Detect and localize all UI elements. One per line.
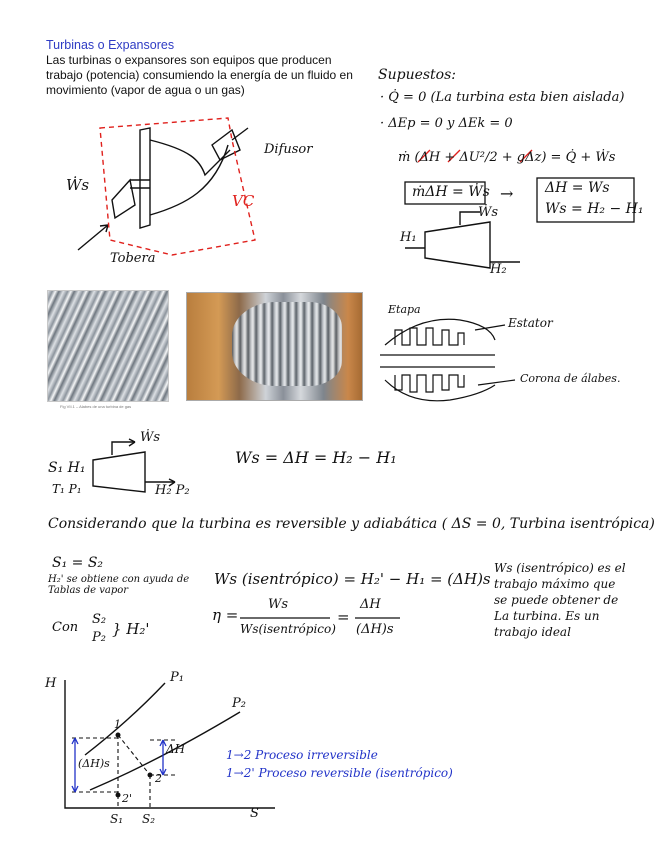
page-title: Turbinas o Expansores bbox=[46, 38, 175, 52]
corona-label: Corona de álabes. bbox=[520, 372, 621, 385]
rotor-image bbox=[232, 302, 342, 386]
process-irreversible: 1→2 Proceso irreversible bbox=[226, 748, 378, 762]
isobar-p1 bbox=[85, 683, 165, 755]
small-ws-label: Ẇs bbox=[478, 205, 499, 220]
ideal-work-note bbox=[494, 560, 644, 640]
eq-inlet2: T₁ P₁ bbox=[52, 482, 82, 496]
supuestos-heading: Supuestos: bbox=[378, 67, 457, 83]
boxed-equation-1: ṁΔH = Ẇs bbox=[412, 184, 490, 200]
eta-equals: = bbox=[337, 608, 350, 626]
boxed-equation-2b: Ws = H₂ − H₁ bbox=[545, 201, 644, 217]
s-equal: S₁ = S₂ bbox=[52, 555, 104, 571]
small-h1-label: H₁ bbox=[400, 230, 417, 245]
etapa-label: Etapa bbox=[388, 303, 421, 316]
note-line: trabajo ideal bbox=[494, 625, 571, 639]
note-line: Ws (isentrópico) es el bbox=[494, 561, 626, 575]
s2-axis-label: S₂ bbox=[142, 812, 156, 826]
eta-symbol: η = bbox=[212, 606, 239, 624]
eq-ws-top: Ẇs bbox=[140, 430, 161, 445]
point-2 bbox=[148, 773, 153, 778]
difusor-label: Difusor bbox=[264, 142, 313, 157]
ws-equation: Ws = ΔH = H₂ − H₁ bbox=[235, 448, 397, 467]
tobera-label: Tobera bbox=[110, 251, 156, 266]
boxed-equation-2a: ΔH = Ws bbox=[545, 180, 610, 196]
supuesto-ek: · ΔEp = 0 y ΔEk = 0 bbox=[380, 116, 513, 131]
eq-inlet: S₁ H₁ bbox=[48, 460, 86, 476]
eta-denominator: Ws(isentrópico) bbox=[240, 622, 336, 636]
point-2-label: 2 bbox=[155, 772, 162, 785]
delta-h-label: ΔH bbox=[166, 742, 186, 756]
energy-balance: ṁ (ΔH + ΔU²/2 + gΔz) = Q̇ + Ẇs bbox=[398, 150, 616, 165]
point-2prime-label: 2' bbox=[122, 792, 133, 805]
intro-paragraph: Las turbinas o expansores son equipos que producen trabajo (potencia) consumiendo la energía de un fluido en movimiento (vapor de agua o un gas) bbox=[46, 53, 353, 97]
axis-s-label: S bbox=[250, 806, 259, 821]
considering-line: Considerando que la turbina es reversible y adiabática ( ΔS = 0, Turbina isentrópica) bbox=[48, 516, 655, 532]
supuesto-q: · Q̇ = 0 (La turbina esta bien aislada) bbox=[380, 90, 625, 105]
s1-axis-label: S₁ bbox=[110, 812, 124, 826]
eq-outlet: H₂ P₂ bbox=[155, 483, 190, 498]
vc-label: VC bbox=[232, 192, 255, 210]
tobera-nozzle bbox=[112, 180, 135, 218]
note-line: se puede obtener de bbox=[494, 593, 619, 607]
photo-caption: Fig VII.1 – Alabes de una turbina de gas bbox=[60, 404, 132, 409]
eta-numerator-2: ΔH bbox=[360, 597, 381, 612]
isobar-p2 bbox=[90, 712, 240, 790]
h2prime-brace: } H₂' bbox=[112, 620, 150, 638]
con-label: Con bbox=[52, 620, 79, 635]
p2-label: P₂ bbox=[92, 630, 106, 645]
implies-arrow: → bbox=[500, 184, 514, 203]
process-reversible: 1→2' Proceso reversible (isentrópico) bbox=[226, 766, 453, 780]
eta-numerator: Ws bbox=[268, 597, 289, 612]
small-turbine bbox=[425, 212, 490, 268]
estator-sketch bbox=[380, 319, 515, 401]
point-1 bbox=[116, 733, 121, 738]
p2-curve-label: P₂ bbox=[232, 696, 246, 711]
eq-turbine bbox=[93, 452, 145, 492]
p1-label: P₁ bbox=[170, 670, 184, 685]
note-line: La turbina. Es un bbox=[494, 609, 600, 623]
point-1-label: 1 bbox=[114, 718, 121, 731]
ws-isentropic-eq: Ws (isentrópico) = H₂' − H₁ = (ΔH)s bbox=[214, 570, 491, 588]
small-h2-label: H₂ bbox=[490, 262, 507, 277]
h2prime-note: H₂' se obtiene con ayuda de Tablas de vapor bbox=[48, 574, 190, 596]
delta-hs-label: (ΔH)s bbox=[78, 757, 110, 770]
turbine-blades-photo bbox=[47, 290, 169, 402]
ws-label: Ẇs bbox=[66, 176, 90, 194]
turbine-disk bbox=[140, 128, 150, 228]
estator-label: Estator bbox=[508, 316, 553, 330]
point-2prime bbox=[116, 793, 121, 798]
note-line: trabajo máximo que bbox=[494, 577, 616, 591]
eta-denominator-2: (ΔH)s bbox=[356, 622, 394, 637]
s2-label: S₂ bbox=[92, 612, 107, 627]
axis-h-label: H bbox=[45, 676, 57, 691]
